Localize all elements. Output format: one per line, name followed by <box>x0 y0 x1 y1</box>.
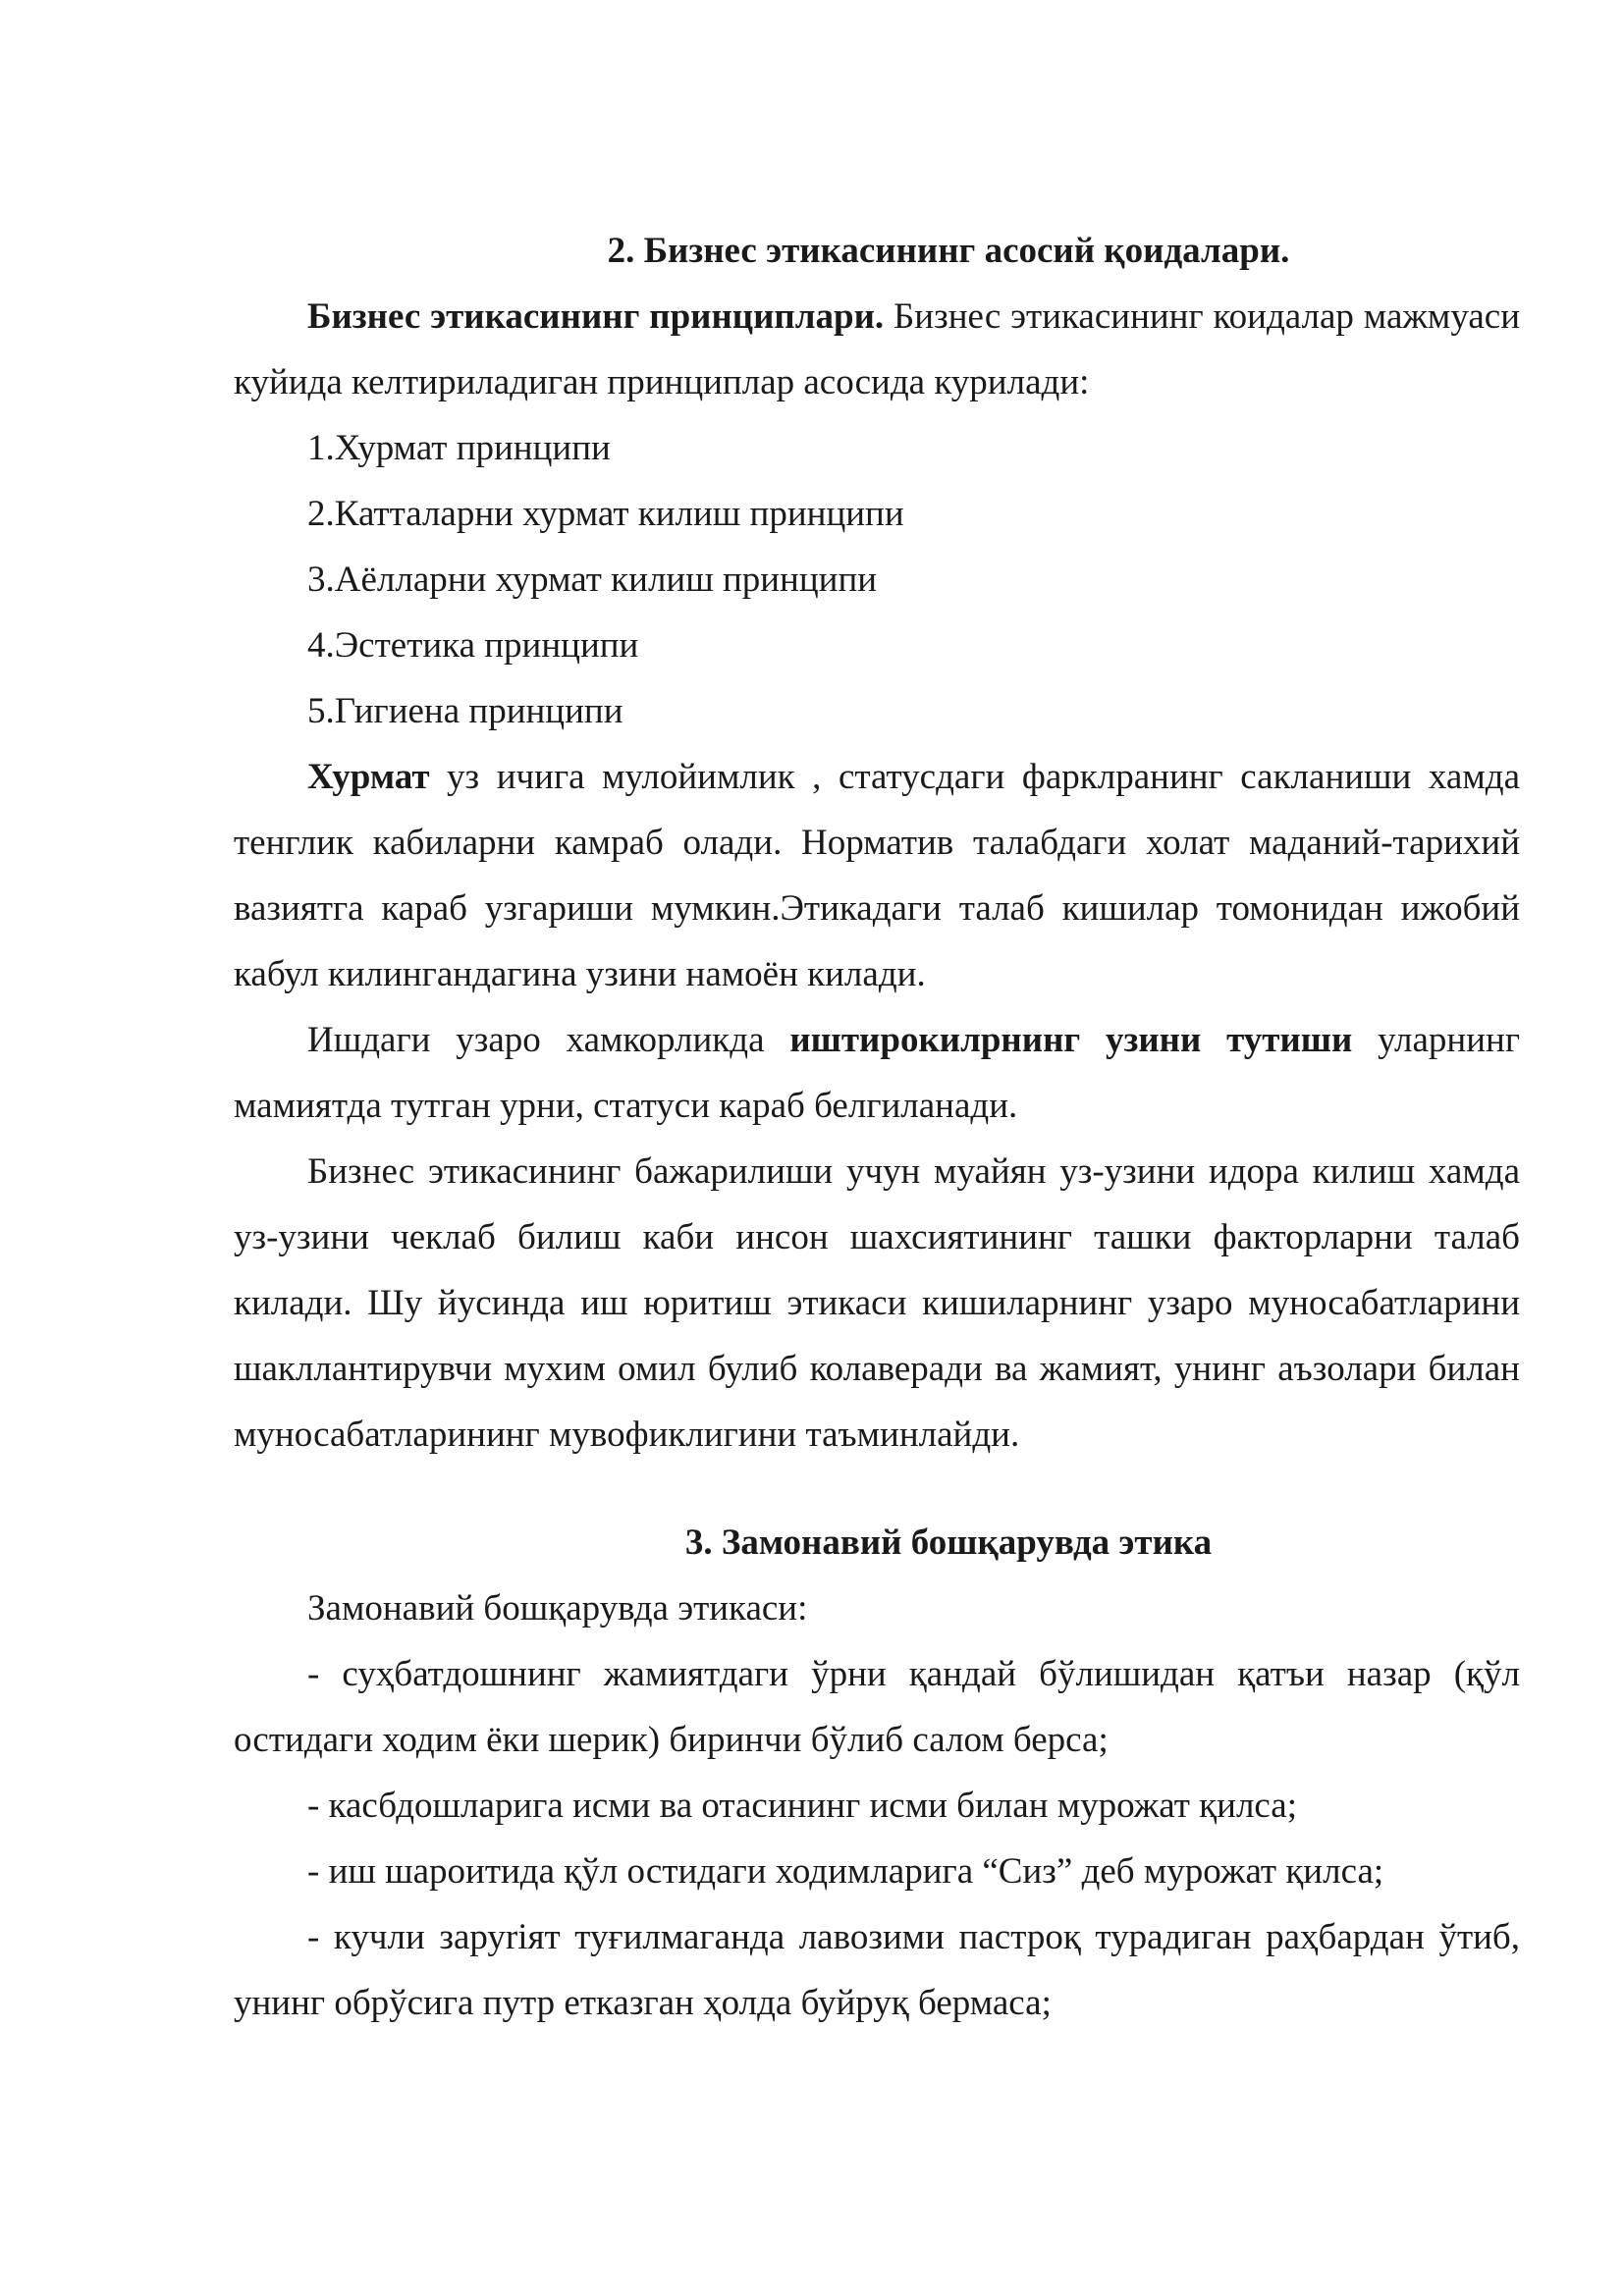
respect-paragraph <box>234 744 1520 1007</box>
principle-item-5: 5.Гигиена принципи <box>307 691 623 731</box>
ethics-item-2: - касбдошларига исми ва отасининг исми билан мурожат қилса; <box>307 1786 1297 1826</box>
principle-item-2: 2.Катталарни хурмат килиш принципи <box>307 494 904 534</box>
ethics-item-1: - суҳбатдошнинг жамиятдаги ўрни қандай бўлишидан қатъи назар (қўл остидаги ходим ёки шерик) биринчи бўлиб салом берса; <box>234 1654 1520 1760</box>
behavior-bold: иштирокилрнинг узини тутиши <box>789 1020 1353 1060</box>
principle-item-1: 1.Хурмат принципи <box>307 428 611 468</box>
behavior-text-before: Ишдаги узаро хамкорликда <box>307 1020 790 1060</box>
behavior-text-after: уларнинг мамиятда тутган урни, статуси караб белгиланади. <box>234 1020 1520 1126</box>
ethics-item-4: - кучли заруriят туғилмаганда лавозими пастроқ турадиган раҳбардан ўтиб, унинг обрўсига путр етказган ҳолда буйруқ бермаса; <box>234 1917 1520 2023</box>
principles-intro-text: Бизнес этикасининг коидалар мажмуаси куйида келтириладиган принциплар асосида курилади: <box>234 296 1520 402</box>
respect-bold: Хурмат <box>307 757 430 797</box>
section-2-heading: 2. Бизнес этикасининг асосий қоидалари. <box>607 231 1290 271</box>
respect-text: уз ичига мулойимлик , статусдаги фарклранинг сакланиши хамда тенглик кабиларни камраб олади. Норматив талабдаги холат маданий-тарихий вазиятга караб узгариши мумкин.Этикадаги талаб кишилар томонидан ижобий кабул килингандагина узини намоён килади. <box>234 757 1520 994</box>
section-3-intro: Замонавий бошқарувда этикаси: <box>307 1588 808 1629</box>
principle-item-3: 3.Аёлларни хурмат килиш принципи <box>307 560 878 600</box>
behavior-paragraph <box>234 1007 1520 1139</box>
ethics-item-3: - иш шароитида қўл остидаги ходимларига “Сиз” деб мурожат қилса; <box>307 1851 1384 1892</box>
principles-intro-bold: Бизнес этикасининг принциплари. <box>307 296 885 337</box>
principles-intro-paragraph <box>234 284 1520 415</box>
conclusion-paragraph: Бизнес этикасининг бажарилиши учун муайян уз-узини идора килиш хамда уз-узини чеклаб билиш каби инсон шахсиятининг ташки факторларни талаб килади. Шу йусинда иш юритиш этикаси кишиларнинг узаро муносабатларини шакллантирувчи мухим омил булиб колаверади ва жамият, унинг аъзолари билан муносабатларининг мувофиклигини таъминлайди. <box>234 1151 1520 1455</box>
section-3-heading: 3. Замонавий бошқарувда этика <box>684 1522 1213 1563</box>
principle-item-4: 4.Эстетика принципи <box>307 625 639 666</box>
document-page <box>234 218 1520 2036</box>
